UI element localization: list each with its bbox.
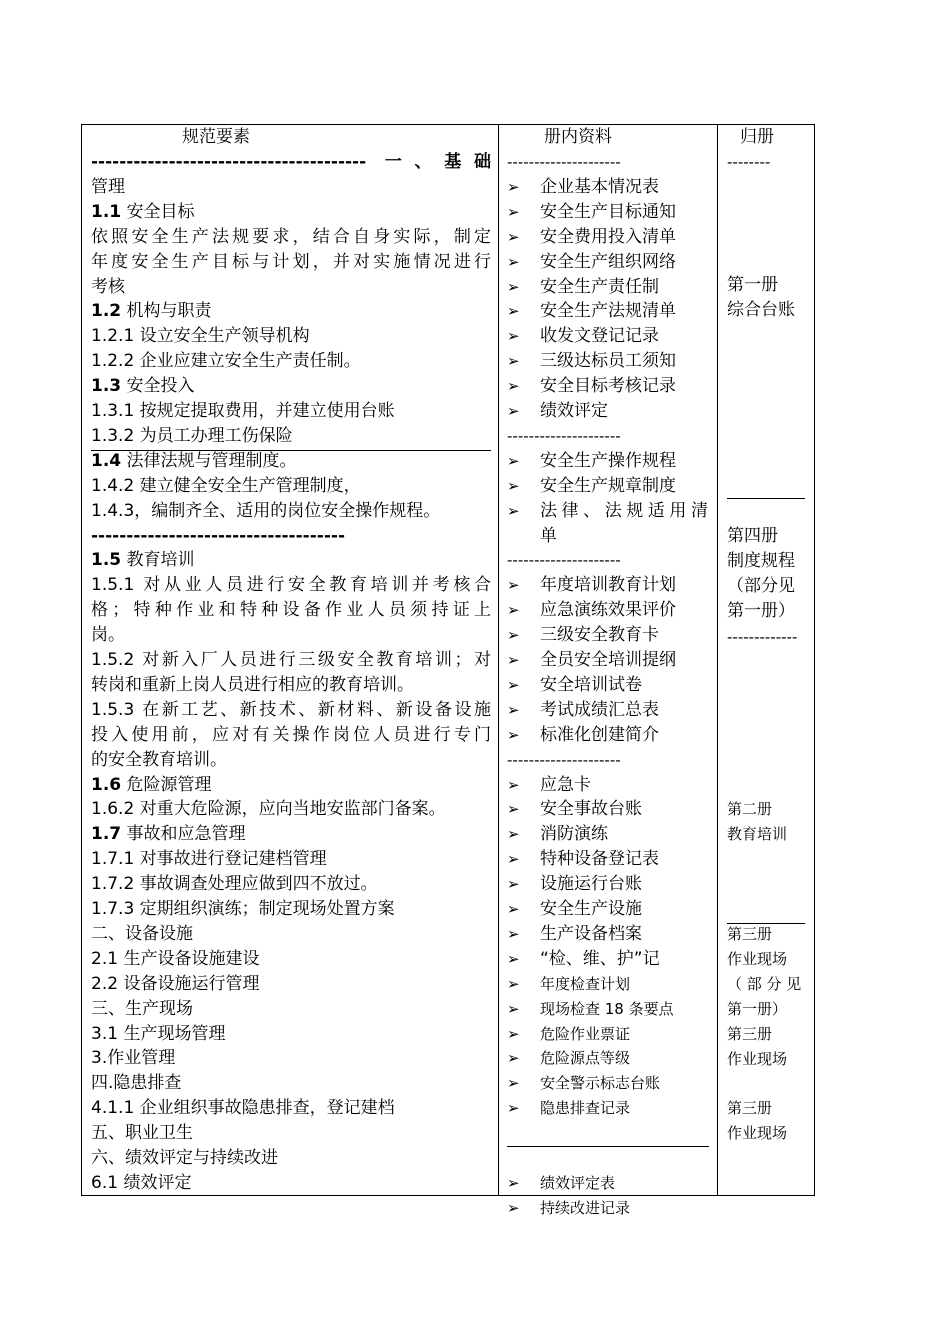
arrow-bullet-icon: ➢	[507, 352, 520, 371]
arrow-bullet-icon: ➢	[507, 177, 520, 196]
section-number: 1.3	[91, 376, 122, 397]
requirement-line: 1.7.1 对事故进行登记建档管理	[91, 849, 327, 870]
requirement-line	[91, 822, 491, 847]
section-number: 1.6	[91, 774, 122, 795]
arrow-bullet-icon: ➢	[507, 402, 520, 420]
requirement-line: 1.7.2 事故调查处理应做到四不放过。	[91, 874, 378, 895]
arrow-bullet-icon: ➢	[507, 451, 520, 470]
arrow-bullet-icon: ➢	[507, 1099, 520, 1118]
section-number: 1.2	[91, 301, 122, 322]
requirement-line: 1.2.2 企业应建立安全生产责任制。	[91, 351, 361, 372]
material-item: 危险作业票证	[540, 1024, 631, 1043]
material-item: 年度培训教育计划	[540, 575, 676, 596]
requirement-line: 6.1 绩效评定	[91, 1172, 192, 1193]
volume-label: 第三册	[727, 925, 773, 943]
requirement-line: 3.作业管理	[91, 1048, 176, 1069]
arrow-bullet-icon: ➢	[507, 800, 520, 819]
dash-separator: ---------------------	[507, 551, 621, 570]
requirement-line: 格；特种作业和特种设备作业人员须持证上	[91, 600, 491, 621]
material-item: 安全事故台账	[540, 799, 642, 820]
arrow-bullet-icon: ➢	[507, 700, 520, 719]
requirement-line: 1.3.1 按规定提取费用，并建立使用台账	[91, 401, 395, 421]
arrow-bullet-icon: ➢	[507, 277, 520, 296]
requirement-line	[91, 773, 491, 798]
requirement-line	[91, 374, 491, 399]
dash-separator: ---------------------	[507, 426, 621, 445]
requirement-line: 五、职业卫生	[91, 1123, 193, 1144]
requirement-line: --------------------------------------- 一、基础	[91, 152, 491, 172]
material-item: 安全警示标志台账	[540, 1074, 661, 1093]
requirement-line: 1.2.1 设立安全生产领导机构	[91, 326, 310, 347]
requirement-line	[91, 200, 491, 225]
material-item: 安全生产规章制度	[540, 475, 676, 496]
material-item: 危险源点等级	[540, 1049, 631, 1068]
volume-label: 第三册	[727, 1099, 773, 1117]
arrow-bullet-icon: ➢	[507, 227, 520, 246]
arrow-bullet-icon: ➢	[507, 1074, 520, 1093]
section-number: 1.1	[91, 201, 122, 222]
requirement-line: 四.隐患排查	[91, 1073, 182, 1094]
material-item: 设施运行台账	[540, 874, 642, 895]
material-item: 安全生产法规清单	[540, 301, 676, 322]
requirement-line	[91, 449, 491, 474]
section-title: 安全投入	[121, 376, 195, 397]
requirement-line: 的安全教育培训。	[91, 749, 227, 770]
material-item: 特种设备登记表	[540, 849, 659, 870]
volume-label: 第二册	[727, 800, 773, 818]
material-item: 持续改进记录	[540, 1198, 631, 1217]
volume-label: 第一册）	[727, 999, 788, 1018]
column-divider	[498, 125, 499, 1195]
material-item: 安全生产组织网络	[540, 251, 676, 272]
requirement-line: 2.2 设备设施运行管理	[91, 973, 260, 994]
header-col1: 规范要素	[182, 127, 250, 147]
material-item: 收发文登记记录	[540, 326, 659, 347]
volume-column	[727, 125, 812, 1195]
header-col3: 归册	[740, 127, 774, 147]
requirement-line: 岗。	[91, 625, 125, 646]
arrow-bullet-icon: ➢	[507, 626, 520, 645]
arrow-bullet-icon: ➢	[507, 476, 520, 495]
requirement-line: 依照安全生产法规要求，结合自身实际，制定	[91, 226, 491, 247]
requirement-line	[91, 299, 491, 324]
requirement-line: 1.4.3，编制齐全、适用的岗位安全操作规程。	[91, 500, 441, 521]
arrow-bullet-icon: ➢	[507, 924, 520, 943]
arrow-bullet-icon: ➢	[507, 576, 520, 595]
volume-label: 作业现场	[727, 949, 788, 968]
arrow-bullet-icon: ➢	[507, 252, 520, 271]
requirement-line: 考核	[91, 276, 125, 297]
material-item: 企业基本情况表	[540, 176, 659, 197]
requirement-line: 1.3.2 为员工办理工伤保险	[91, 425, 293, 446]
section-number: 1.7	[91, 824, 122, 845]
material-item: 安全生产责任制	[540, 276, 659, 297]
requirement-line: 六、绩效评定与持续改进	[91, 1148, 278, 1168]
arrow-bullet-icon: ➢	[507, 501, 520, 520]
material-item: 消防演练	[540, 824, 608, 845]
arrow-bullet-icon: ➢	[507, 1173, 520, 1192]
requirement-line: 投入使用前，应对有关操作岗位人员进行专门	[91, 724, 491, 745]
material-item: 安全生产设施	[540, 899, 642, 919]
requirement-line: ------------------------------------	[91, 525, 346, 546]
arrow-bullet-icon: ➢	[507, 651, 520, 669]
arrow-bullet-icon: ➢	[507, 999, 520, 1018]
requirement-line: 1.7.3 定期组织演练；制定现场处置方案	[91, 899, 395, 919]
volume-label: 教育培训	[727, 824, 788, 843]
volume-label: 作业现场	[727, 1049, 788, 1068]
section-title: 安全目标	[121, 201, 195, 222]
requirement-line: 1.5.1 对从业人员进行安全教育培训并考核合	[91, 575, 491, 596]
section-rule	[91, 450, 491, 451]
section-rule	[507, 1146, 709, 1147]
material-item: 年度检查计划	[540, 974, 631, 993]
material-item: 生产设备档案	[540, 923, 642, 944]
material-item: 安全生产操作规程	[540, 450, 676, 471]
volume-label: 第三册	[727, 1024, 773, 1043]
volume-label: 综合台账	[727, 299, 795, 320]
arrow-bullet-icon: ➢	[507, 601, 520, 620]
requirement-line	[91, 548, 491, 573]
arrow-bullet-icon: ➢	[507, 974, 520, 993]
material-item: 考试成绩汇总表	[540, 699, 659, 720]
arrow-bullet-icon: ➢	[507, 302, 520, 321]
dash-separator: ---------------------	[507, 153, 621, 171]
material-item: 绩效评定	[540, 401, 608, 421]
materials-column	[507, 125, 712, 1217]
section-title: 危险源管理	[121, 774, 212, 795]
material-item: 法律、法规适用清	[540, 500, 708, 521]
requirement-line: 二、设备设施	[91, 923, 193, 944]
material-item: 安全培训试卷	[540, 674, 642, 695]
material-item: 三级安全教育卡	[540, 625, 659, 646]
requirement-line: 管理	[91, 176, 125, 197]
volume-label: 作业现场	[727, 1123, 788, 1142]
arrow-bullet-icon: ➢	[507, 1198, 520, 1217]
section-number: 1.5	[91, 550, 122, 571]
material-item: 隐患排查记录	[540, 1099, 631, 1118]
requirement-line: 1.5.2 对新入厂人员进行三级安全教育培训；对	[91, 650, 491, 670]
dash-separator: --------	[727, 153, 771, 171]
section-title: 机构与职责	[121, 301, 212, 322]
volume-label: 制度规程	[727, 550, 795, 571]
dash-separator: -------------	[727, 628, 798, 646]
material-item-continued: 单	[540, 525, 557, 546]
section-number: 1.4	[91, 450, 122, 471]
arrow-bullet-icon: ➢	[507, 875, 520, 894]
material-item: 全员安全培训提纲	[540, 650, 676, 670]
requirements-column	[91, 125, 491, 1195]
material-item: 安全目标考核记录	[540, 376, 676, 397]
requirement-line: 4.1.1 企业组织事故隐患排查，登记建档	[91, 1098, 395, 1119]
arrow-bullet-icon: ➢	[507, 850, 520, 869]
volume-label: 第一册）	[727, 600, 795, 621]
arrow-bullet-icon: ➢	[507, 825, 520, 844]
requirement-line: 年度安全生产目标与计划，并对实施情况进行	[91, 251, 491, 272]
requirement-line: 三、生产现场	[91, 998, 193, 1019]
arrow-bullet-icon: ➢	[507, 675, 520, 694]
requirement-line: 转岗和重新上岗人员进行相应的教育培训。	[91, 674, 414, 695]
volume-label: 第一册	[727, 275, 778, 295]
material-item: 绩效评定表	[540, 1173, 616, 1192]
header-col2: 册内资料	[544, 127, 612, 147]
volume-label: 第四册	[727, 526, 778, 546]
arrow-bullet-icon: ➢	[507, 377, 520, 396]
dash-separator: ---------------------	[507, 750, 621, 769]
arrow-bullet-icon: ➢	[507, 327, 520, 346]
arrow-bullet-icon: ➢	[507, 949, 520, 968]
volume-label: （ 部 分 见	[727, 974, 802, 993]
material-item: 标准化创建简介	[540, 724, 659, 745]
section-title: 教育培训	[121, 550, 195, 571]
requirement-line: 2.1 生产设备设施建设	[91, 948, 260, 969]
requirement-line: 1.4.2 建立健全安全生产管理制度，	[91, 475, 361, 496]
volume-label: （部分见	[727, 575, 795, 596]
arrow-bullet-icon: ➢	[507, 725, 520, 744]
column-divider	[717, 125, 718, 1195]
arrow-bullet-icon: ➢	[507, 1024, 520, 1043]
requirement-line: 3.1 生产现场管理	[91, 1023, 226, 1044]
arrow-bullet-icon: ➢	[507, 775, 520, 794]
requirement-line: 1.6.2 对重大危险源，应向当地安监部门备案。	[91, 799, 446, 820]
catalog-table	[81, 124, 815, 1217]
section-title: 法律法规与管理制度。	[121, 450, 297, 471]
material-item: 三级达标员工须知	[540, 351, 676, 372]
arrow-bullet-icon: ➢	[507, 900, 520, 918]
material-item: 安全生产目标通知	[540, 201, 676, 222]
arrow-bullet-icon: ➢	[507, 1049, 520, 1068]
material-item: 应急演练效果评价	[540, 600, 676, 621]
material-item: 现场检查 18 条要点	[540, 999, 674, 1018]
material-item: 安全费用投入清单	[540, 226, 676, 247]
arrow-bullet-icon: ➢	[507, 202, 520, 221]
section-rule	[727, 923, 805, 924]
material-item: “检、维、护”记	[540, 948, 660, 969]
section-rule	[727, 498, 805, 499]
section-title: 事故和应急管理	[121, 824, 246, 845]
material-item: 应急卡	[540, 774, 591, 795]
requirement-line: 1.5.3 在新工艺、新技术、新材料、新设备设施	[91, 699, 491, 720]
